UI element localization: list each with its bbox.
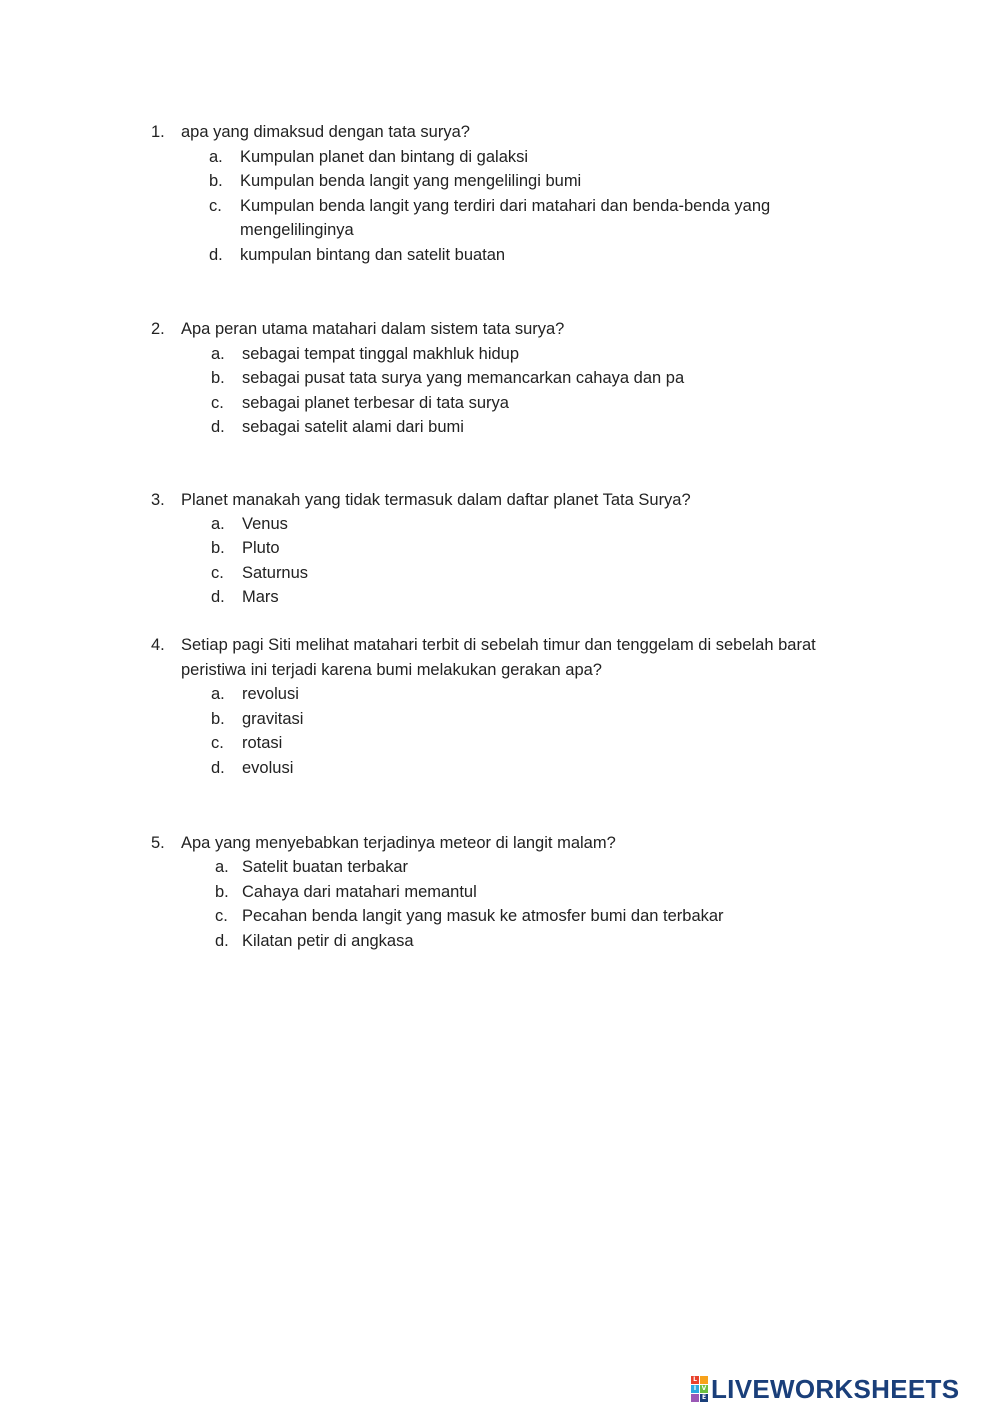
- option-letter: a.: [211, 685, 225, 703]
- liveworksheets-logo: [691, 1373, 960, 1404]
- option-letter: a.: [209, 148, 223, 166]
- logo-text: LIVEWORKSHEETS: [711, 1373, 960, 1404]
- option-letter: b.: [209, 172, 223, 190]
- option-text: kumpulan bintang dan satelit buatan: [240, 246, 506, 264]
- question-number: 5.: [151, 834, 165, 852]
- option-text: Kilatan petir di angkasa: [242, 932, 414, 950]
- logo-mark-cell: E: [701, 1394, 707, 1401]
- option-text: sebagai tempat tinggal makhluk hidup: [242, 345, 520, 363]
- question-number: 2.: [151, 320, 165, 338]
- option-text: Satelit buatan terbakar: [242, 858, 409, 876]
- option-letter: c.: [209, 197, 222, 215]
- option-letter: a.: [211, 345, 225, 363]
- option-text: Saturnus: [242, 564, 309, 582]
- logo-mark-cell: I: [691, 1385, 699, 1393]
- option-letter: b.: [211, 710, 225, 728]
- option-letter: b.: [211, 369, 225, 387]
- option-letter: c.: [211, 734, 224, 752]
- logo-mark-cell: [691, 1394, 699, 1402]
- option-text: revolusi: [242, 685, 299, 703]
- option-letter: a.: [215, 858, 229, 876]
- option-letter: d.: [211, 588, 225, 606]
- option-letter: c.: [215, 907, 228, 925]
- logo-mark-cell: V: [701, 1385, 707, 1392]
- question-number: 3.: [151, 491, 165, 509]
- logo-mark-icon: [691, 1376, 708, 1402]
- question-text: Apa peran utama matahari dalam sistem tata surya?: [181, 320, 565, 338]
- option-text: Mars: [242, 588, 279, 606]
- option-text: Kumpulan benda langit yang terdiri dari matahari dan benda-benda yang: [240, 197, 771, 215]
- question-number: 1.: [151, 123, 165, 141]
- option-letter: b.: [211, 539, 225, 557]
- option-text: rotasi: [242, 734, 283, 752]
- option-letter: a.: [211, 515, 225, 533]
- option-text: Kumpulan planet dan bintang di galaksi: [240, 148, 529, 166]
- option-letter: d.: [215, 932, 229, 950]
- option-letter: c.: [211, 394, 224, 412]
- option-text: sebagai satelit alami dari bumi: [242, 418, 464, 436]
- question-text: peristiwa ini terjadi karena bumi melakukan gerakan apa?: [181, 661, 602, 679]
- option-text: gravitasi: [242, 710, 304, 728]
- option-letter: d.: [211, 759, 225, 777]
- option-text: Pecahan benda langit yang masuk ke atmosfer bumi dan terbakar: [242, 907, 724, 925]
- question-text: Planet manakah yang tidak termasuk dalam daftar planet Tata Surya?: [181, 491, 691, 509]
- option-text: Kumpulan benda langit yang mengelilingi bumi: [240, 172, 582, 190]
- option-text: sebagai planet terbesar di tata surya: [242, 394, 509, 412]
- question-text: Setiap pagi Siti melihat matahari terbit di sebelah timur dan tenggelam di sebelah barat: [181, 636, 816, 654]
- option-text: Venus: [242, 515, 288, 533]
- option-letter: d.: [209, 246, 223, 264]
- option-letter: d.: [211, 418, 225, 436]
- question-text: apa yang dimaksud dengan tata surya?: [181, 123, 470, 141]
- logo-mark-cell: L: [691, 1376, 699, 1384]
- option-text: Cahaya dari matahari memantul: [242, 883, 477, 901]
- option-text: sebagai pusat tata surya yang memancarkan cahaya dan pa: [242, 369, 685, 387]
- option-letter: c.: [211, 564, 224, 582]
- option-text: Pluto: [242, 539, 280, 557]
- logo-mark-cell: [700, 1376, 708, 1384]
- question-number: 4.: [151, 636, 165, 654]
- option-letter: b.: [215, 883, 229, 901]
- option-text: mengelilinginya: [240, 221, 354, 239]
- question-text: Apa yang menyebabkan terjadinya meteor di langit malam?: [181, 834, 616, 852]
- option-text: evolusi: [242, 759, 294, 777]
